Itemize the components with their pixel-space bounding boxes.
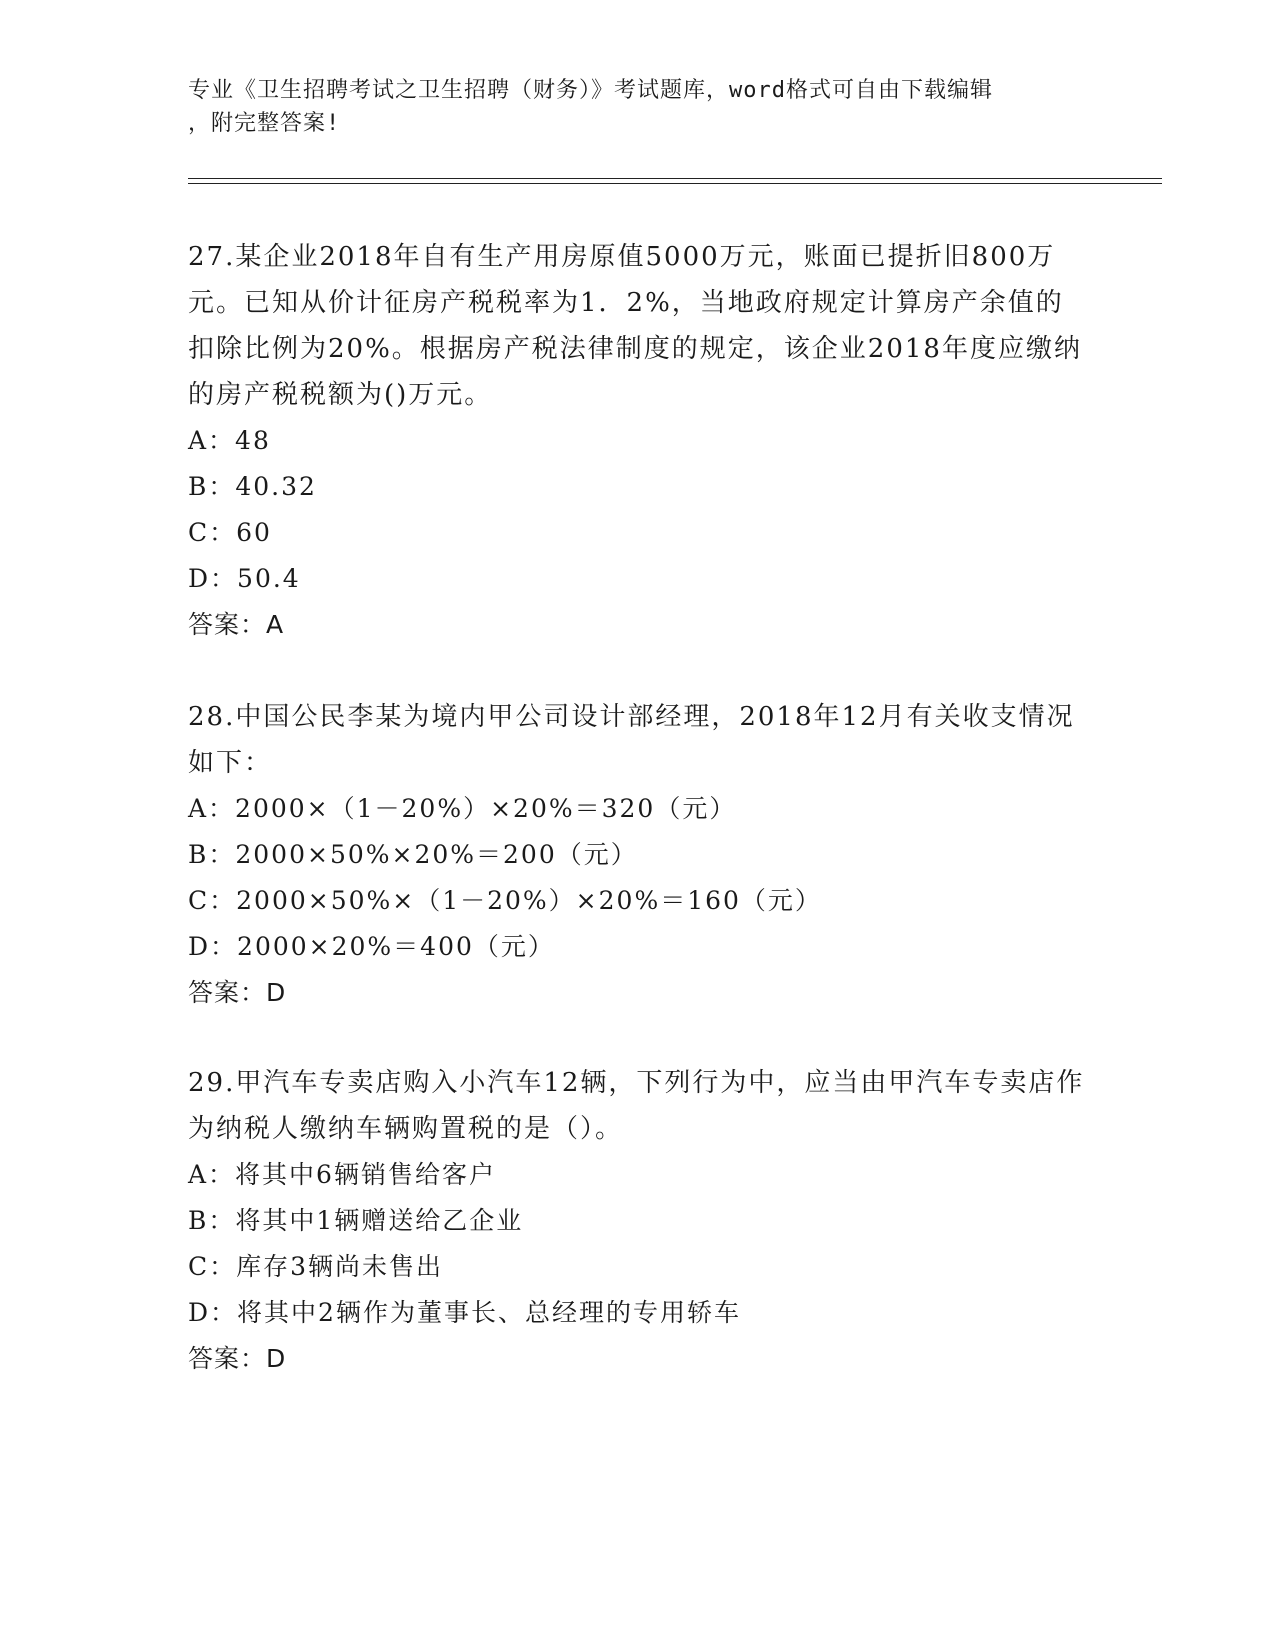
answer: 答案：D bbox=[188, 1344, 287, 1373]
option-d: D：2000×20%＝400（元） bbox=[188, 932, 555, 961]
header-divider-bottom bbox=[188, 183, 1162, 184]
option-c: C：2000×50%×（1－20%）×20%＝160（元） bbox=[188, 886, 822, 915]
document-header bbox=[188, 74, 1088, 140]
header-divider-top bbox=[188, 178, 1162, 179]
header-line-1: 专业《卫生招聘考试之卫生招聘（财务）》考试题库，word格式可自由下载编辑 bbox=[188, 78, 993, 103]
question-stem: 29.甲汽车专卖店购入小汽车12辆，下列行为中，应当由甲汽车专卖店作为纳税人缴纳车辆购置税的是（）。 bbox=[188, 1068, 1085, 1144]
question-stem: 28.中国公民李某为境内甲公司设计部经理，2018年12月有关收支情况如下： bbox=[188, 702, 1075, 778]
answer: 答案：D bbox=[188, 978, 287, 1007]
option-d: D：50.4 bbox=[188, 564, 301, 593]
question-stem: 27.某企业2018年自有生产用房原值5000万元，账面已提折旧800万元。已知从价计征房产税税率为1．2%，当地政府规定计算房产余值的扣除比例为20%。根据房产税法律制度的规定，该企业2018年度应缴纳的房产税税额为()万元。 bbox=[188, 242, 1082, 410]
answer: 答案：A bbox=[188, 610, 285, 639]
option-b: B：2000×50%×20%＝200（元） bbox=[188, 840, 638, 869]
header-line-2: ，附完整答案! bbox=[188, 111, 341, 136]
option-c: C：库存3辆尚未售出 bbox=[188, 1252, 444, 1281]
option-b: B：将其中1辆赠送给乙企业 bbox=[188, 1206, 524, 1235]
question-28 bbox=[188, 694, 1088, 1016]
option-c: C：60 bbox=[188, 518, 272, 547]
question-27 bbox=[188, 234, 1088, 648]
option-a: A：48 bbox=[188, 426, 271, 455]
option-a: A：2000×（1－20%）×20%＝320（元） bbox=[188, 794, 737, 823]
option-a: A：将其中6辆销售给客户 bbox=[188, 1160, 496, 1189]
question-29 bbox=[188, 1060, 1088, 1382]
option-d: D：将其中2辆作为董事长、总经理的专用轿车 bbox=[188, 1298, 741, 1327]
option-b: B：40.32 bbox=[188, 472, 317, 501]
